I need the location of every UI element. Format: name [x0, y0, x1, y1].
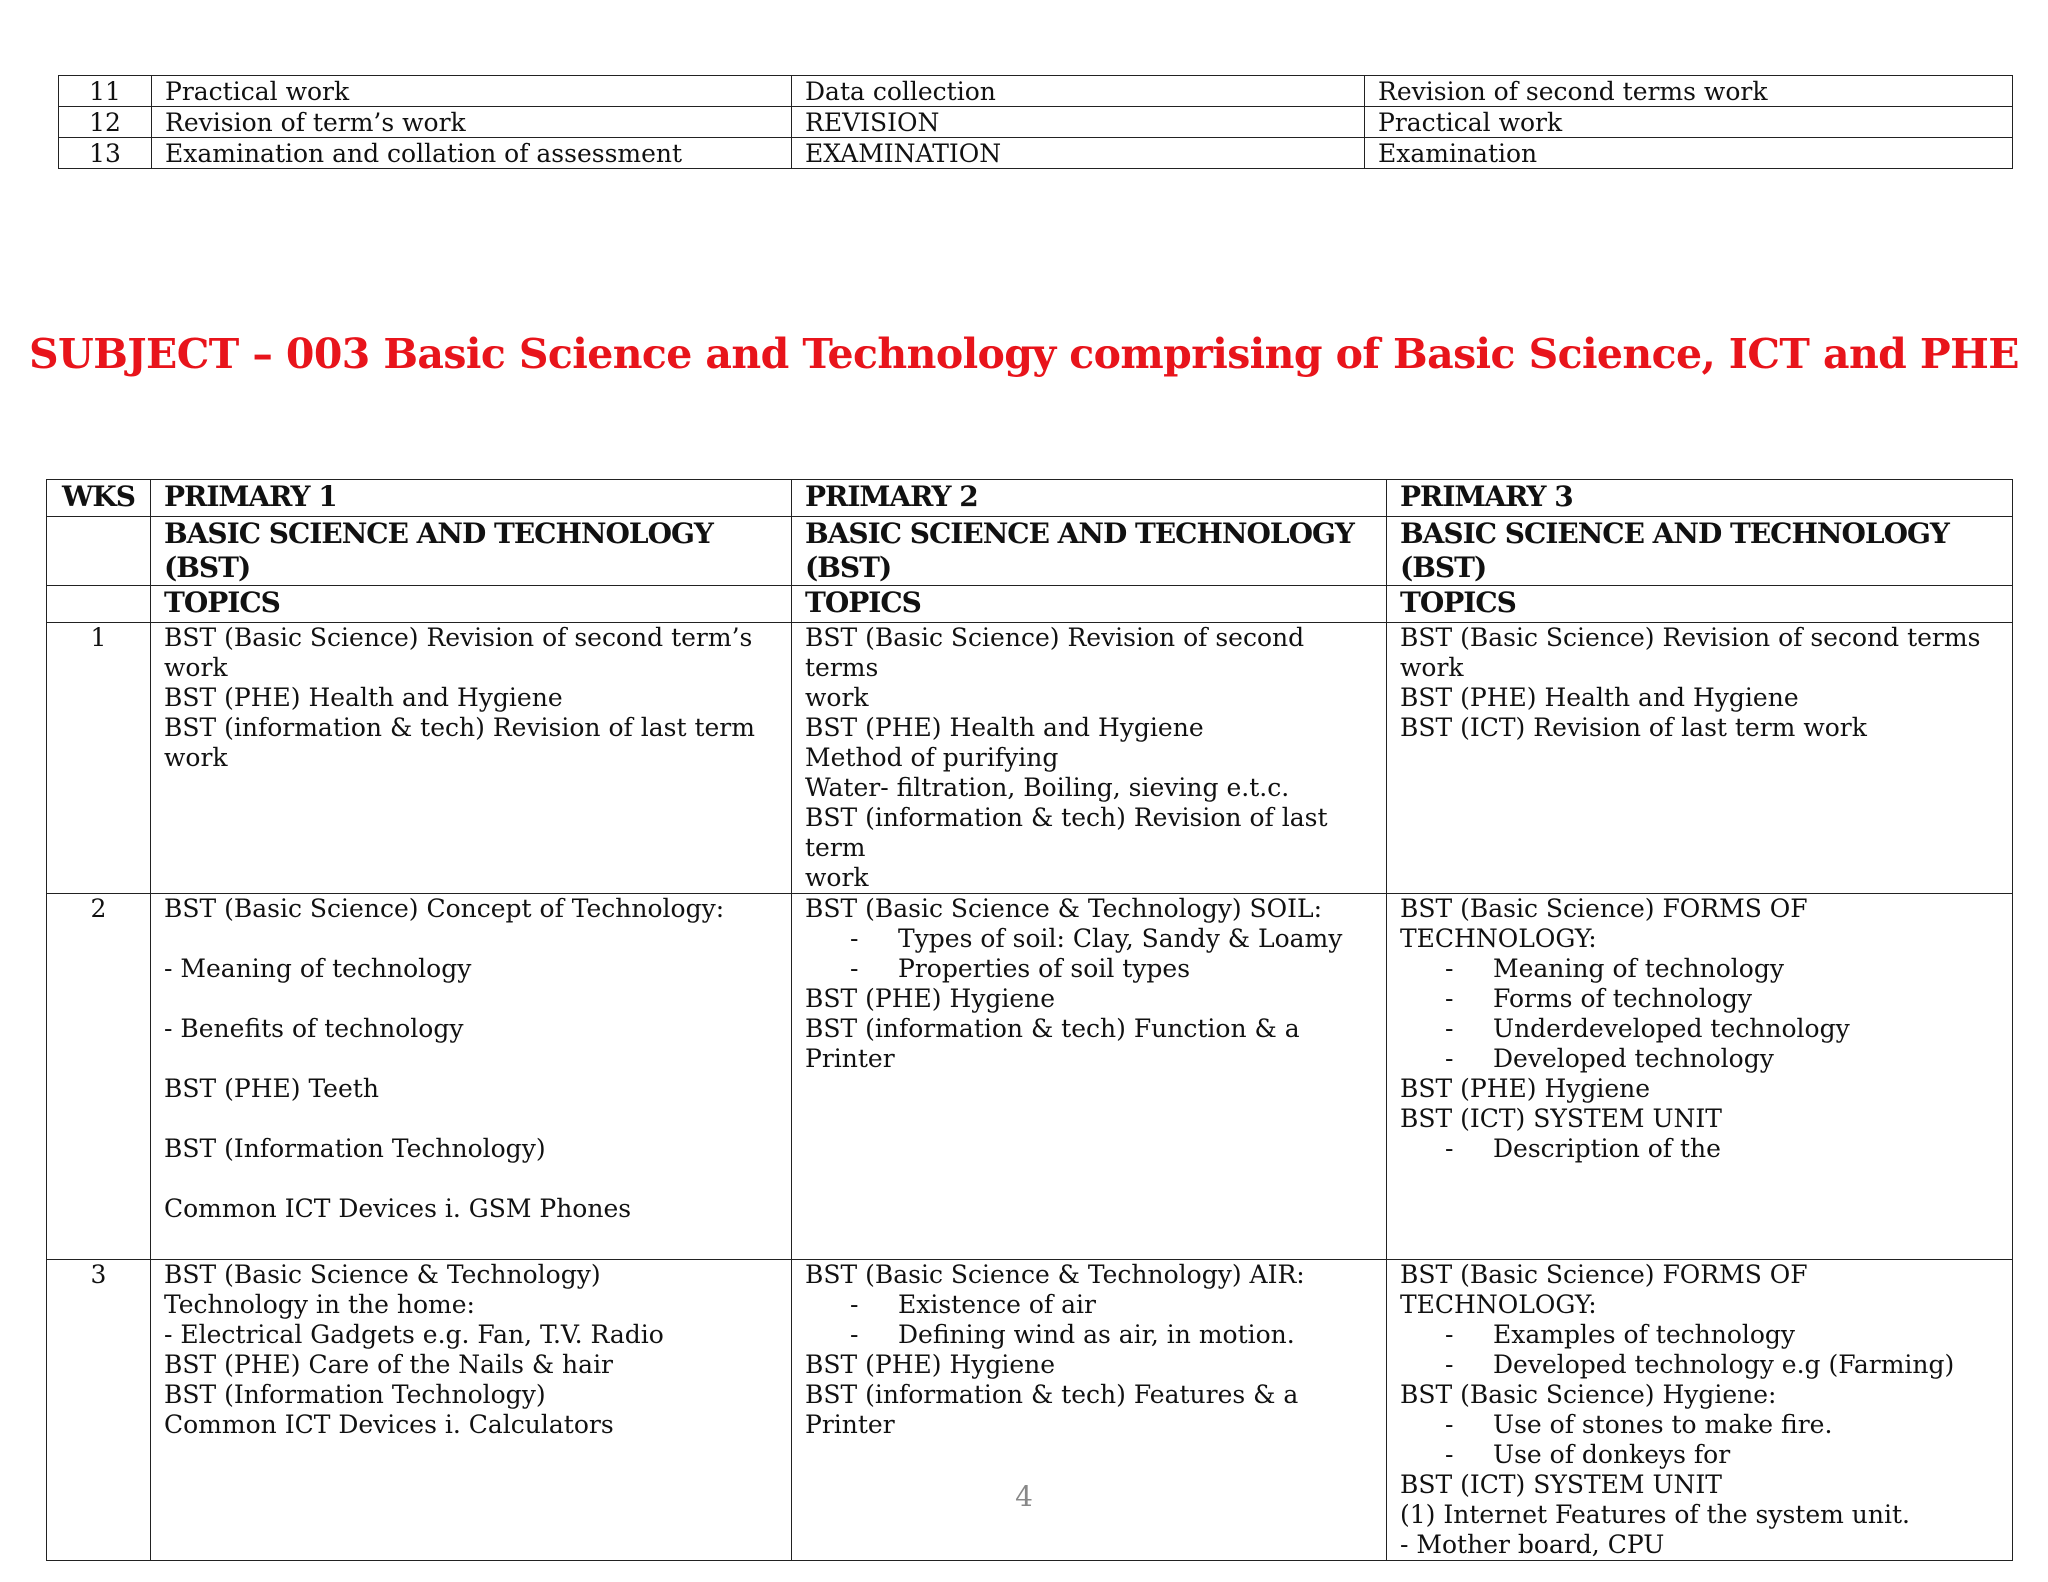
topic-line: Technology in the home:	[164, 1290, 475, 1319]
list-item: - Examples of technology	[1400, 1320, 1999, 1350]
primary-1-topics	[151, 1260, 792, 1561]
topic-line: BST (PHE) Health and Hygiene	[164, 683, 563, 712]
topic-line: - Meaning of technology	[164, 954, 472, 983]
topic-line: BST (PHE) Teeth	[164, 1074, 379, 1103]
primary-3-header: PRIMARY 3	[1387, 480, 2013, 517]
topic-line: BST (PHE) Hygiene	[805, 984, 1056, 1013]
primary-2-topics	[792, 623, 1387, 894]
table-cell: REVISION	[792, 107, 1365, 138]
topic-line: - Benefits of technology	[164, 1014, 464, 1043]
list-item: - Existence of air	[805, 1290, 1373, 1320]
topic-line: Common ICT Devices i. Calculators	[164, 1410, 614, 1439]
topic-list	[1400, 1320, 1999, 1380]
topics-header: TOPICS	[1387, 586, 2013, 623]
topic-list	[1400, 1134, 1999, 1164]
topic-line: BST (PHE) Health and Hygiene	[1400, 683, 1799, 712]
table-cell: Revision of term’s work	[152, 107, 792, 138]
bst-scheme-table	[46, 479, 2013, 1561]
list-item: - Types of soil: Clay, Sandy & Loamy	[805, 924, 1373, 954]
topic-list	[1400, 1410, 1999, 1470]
topic-line: BST (Basic Science) Revision of second terms work	[1400, 623, 1981, 682]
table-row	[59, 107, 2013, 138]
subject-heading: SUBJECT – 003 Basic Science and Technology comprising of Basic Science, ICT and PHE	[29, 330, 2019, 378]
topic-line: BST (ICT) Revision of last term work	[1400, 713, 1867, 742]
topic-list	[1400, 954, 1999, 1074]
topic-line: BST (Basic Science & Technology)	[164, 1260, 601, 1289]
topic-line: Water- filtration, Boiling, sieving e.t.c.	[805, 773, 1290, 802]
table-row	[59, 138, 2013, 169]
week-number: 12	[59, 107, 152, 138]
topic-line: - Electrical Gadgets e.g. Fan, T.V. Radio	[164, 1320, 664, 1349]
topic-line: BST (PHE) Hygiene	[1400, 1074, 1651, 1103]
topic-line: Common ICT Devices i. GSM Phones	[164, 1194, 632, 1223]
topics-header: TOPICS	[792, 586, 1387, 623]
week-number: 1	[47, 623, 151, 894]
topic-line: BST (Basic Science) Revision of second term’s work	[164, 623, 753, 682]
topic-line: (1) Internet Features of the system unit.	[1400, 1500, 1910, 1529]
week-number: 2	[47, 894, 151, 1260]
week-number: 3	[47, 1260, 151, 1561]
topic-line: BST (information & tech) Revision of last term work	[164, 713, 755, 772]
primary-1-header: PRIMARY 1	[151, 480, 792, 517]
list-item: - Use of stones to make fire.	[1400, 1410, 1999, 1440]
table-cell: Data collection	[792, 76, 1365, 107]
week-number: 11	[59, 76, 152, 107]
table-cell: Practical work	[1365, 107, 2013, 138]
topic-line: BST (Basic Science & Technology) SOIL:	[805, 894, 1323, 923]
primary-3-topics	[1387, 894, 2013, 1260]
subject-header: BASIC SCIENCE AND TECHNOLOGY (BST)	[792, 517, 1387, 586]
page-number: 4	[1015, 1480, 1033, 1513]
topic-line: BST (PHE) Health and Hygiene	[805, 713, 1204, 742]
list-item: - Forms of technology	[1400, 984, 1999, 1014]
list-item: - Properties of soil types	[805, 954, 1373, 984]
subject-header-row	[47, 517, 2013, 586]
empty-cell	[47, 586, 151, 623]
list-item: - Defining wind as air, in motion.	[805, 1320, 1373, 1350]
topic-list	[805, 1290, 1373, 1350]
list-item: - Use of donkeys for	[1400, 1440, 1999, 1470]
week-row	[47, 894, 2013, 1260]
primary-1-topics	[151, 623, 792, 894]
topic-list	[805, 924, 1373, 984]
table-cell: Revision of second terms work	[1365, 76, 2013, 107]
topic-line: work	[805, 683, 869, 712]
topic-line: BST (Information Technology)	[164, 1380, 546, 1409]
subject-header: BASIC SCIENCE AND TECHNOLOGY (BST)	[151, 517, 792, 586]
topic-line: BST (information & tech) Features & a Printer	[805, 1380, 1299, 1439]
topic-line: BST (ICT) SYSTEM UNIT	[1400, 1470, 1722, 1499]
table-cell: Examination and collation of assessment	[152, 138, 792, 169]
primary-2-topics	[792, 1260, 1387, 1561]
previous-subject-table	[58, 75, 2013, 169]
topic-line: BST (PHE) Hygiene	[805, 1350, 1056, 1379]
empty-cell	[47, 517, 151, 586]
topics-header-row	[47, 586, 2013, 623]
topic-line: BST (Basic Science) FORMS OF TECHNOLOGY:	[1400, 894, 1808, 953]
primary-1-topics	[151, 894, 792, 1260]
class-header-row	[47, 480, 2013, 517]
table-row	[59, 76, 2013, 107]
topic-line: BST (Basic Science) Concept of Technology:	[164, 894, 725, 923]
topic-line: BST (information & tech) Function & a Printer	[805, 1014, 1300, 1073]
topic-line: Method of purifying	[805, 743, 1059, 772]
topic-line: BST (information & tech) Revision of last term	[805, 803, 1328, 862]
list-item: - Meaning of technology	[1400, 954, 1999, 984]
week-row	[47, 623, 2013, 894]
topic-line: - Mother board, CPU	[1400, 1530, 1665, 1559]
primary-3-topics	[1387, 623, 2013, 894]
topic-line: BST (PHE) Care of the Nails & hair	[164, 1350, 614, 1379]
list-item: - Underdeveloped technology	[1400, 1014, 1999, 1044]
topic-line: BST (Basic Science & Technology) AIR:	[805, 1260, 1305, 1289]
topic-line: BST (Basic Science) Hygiene:	[1400, 1380, 1777, 1409]
topic-line: work	[805, 863, 869, 892]
topic-line: BST (Basic Science) FORMS OF TECHNOLOGY:	[1400, 1260, 1808, 1319]
table-cell: Practical work	[152, 76, 792, 107]
topic-line: BST (Information Technology)	[164, 1134, 546, 1163]
topic-line: BST (ICT) SYSTEM UNIT	[1400, 1104, 1722, 1133]
topic-line: BST (Basic Science) Revision of second terms	[805, 623, 1305, 682]
table-cell: EXAMINATION	[792, 138, 1365, 169]
list-item: - Developed technology e.g (Farming)	[1400, 1350, 1999, 1380]
table-cell: Examination	[1365, 138, 2013, 169]
primary-2-header: PRIMARY 2	[792, 480, 1387, 517]
week-row	[47, 1260, 2013, 1561]
week-number: 13	[59, 138, 152, 169]
topics-header: TOPICS	[151, 586, 792, 623]
list-item: - Description of the	[1400, 1134, 1999, 1164]
wks-header: WKS	[47, 480, 151, 517]
subject-header: BASIC SCIENCE AND TECHNOLOGY (BST)	[1387, 517, 2013, 586]
list-item: - Developed technology	[1400, 1044, 1999, 1074]
primary-2-topics	[792, 894, 1387, 1260]
primary-3-topics	[1387, 1260, 2013, 1561]
